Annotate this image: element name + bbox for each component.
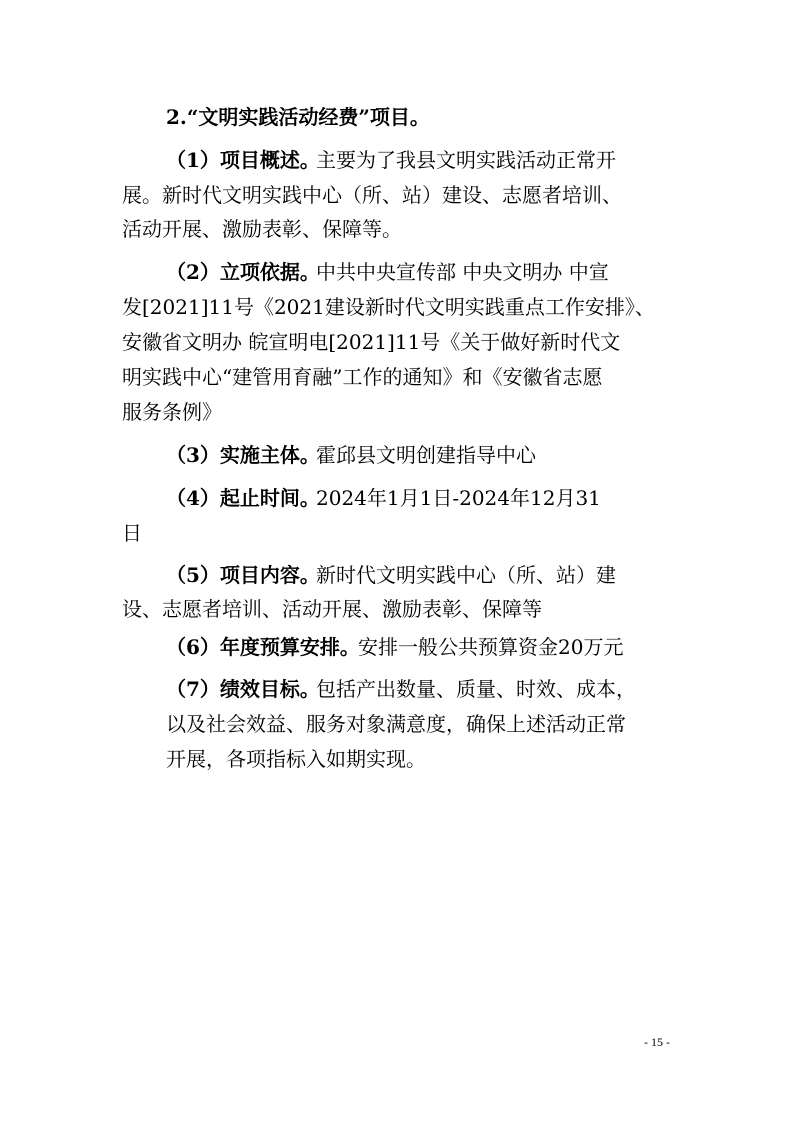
item-1-text-1: 主要为了我县文明实践活动正常开	[316, 148, 616, 172]
item-2-line-1	[0, 257, 793, 287]
item-2-line-2	[0, 292, 793, 322]
item-2-text-2: 发[2021]11号《2021建设新时代文明实践重点工作安排》、	[122, 295, 655, 319]
item-2-line-4	[0, 362, 793, 392]
item-2-line-5	[0, 397, 793, 427]
item-4-label: （4）起止时间。	[166, 486, 320, 510]
item-4-line-1	[0, 483, 793, 513]
item-1-label: （1）项目概述。	[166, 148, 320, 172]
item-4-line-2	[0, 518, 793, 548]
item-3-label: （3）实施主体。	[166, 443, 320, 467]
item-1-line-1	[0, 145, 793, 175]
item-3-line-1	[0, 440, 793, 470]
item-6-text-1: 安排一般公共预算资金20万元	[358, 635, 624, 659]
item-4-text-2: 日	[122, 521, 142, 545]
item-1-line-2	[0, 180, 793, 210]
item-3-text-1: 霍邱县文明创建指导中心	[316, 443, 536, 467]
item-7-text-2: 以及社会效益、服务对象满意度，确保上述活动正常	[166, 712, 626, 736]
item-5-line-2	[0, 594, 793, 624]
item-2-text-5: 服务条例》	[122, 400, 222, 424]
page-number: - 15 -	[644, 1035, 670, 1049]
item-5-label: （5）项目内容。	[166, 563, 320, 587]
item-7-line-1	[0, 674, 793, 704]
section-heading-line	[0, 102, 793, 132]
item-1-text-3: 活动开展、激励表彰、保障等。	[122, 217, 402, 241]
item-5-text-1: 新时代文明实践中心（所、站）建	[316, 563, 616, 587]
item-2-text-4: 明实践中心“建管用育融”工作的通知》和《安徽省志愿	[122, 365, 603, 389]
item-6-line-1	[0, 632, 793, 662]
item-2-label: （2）立项依据。	[166, 260, 320, 284]
item-1-text-2: 展。新时代文明实践中心（所、站）建设、志愿者培训、	[122, 183, 622, 207]
item-4-text-1: 2024年1月1日-2024年12月31	[316, 486, 601, 510]
item-7-line-3	[0, 744, 793, 774]
item-7-line-2	[0, 709, 793, 739]
item-2-text-1: 中共中央宣传部 中央文明办 中宣	[316, 260, 609, 284]
item-6-label: （6）年度预算安排。	[166, 635, 360, 659]
item-2-line-3	[0, 327, 793, 357]
item-7-text-1: 包括产出数量、质量、时效、成本，	[316, 677, 636, 701]
item-2-text-3: 安徽省文明办 皖宣明电[2021]11号《关于做好新时代文	[122, 330, 621, 354]
item-1-line-3	[0, 214, 793, 244]
item-7-text-3: 开展，各项指标入如期实现。	[166, 747, 426, 771]
item-7-label: （7）绩效目标。	[166, 677, 320, 701]
section-heading: 2.“文明实践活动经费”项目。	[166, 105, 430, 129]
item-5-text-2: 设、志愿者培训、活动开展、激励表彰、保障等	[122, 597, 542, 621]
item-5-line-1	[0, 560, 793, 590]
